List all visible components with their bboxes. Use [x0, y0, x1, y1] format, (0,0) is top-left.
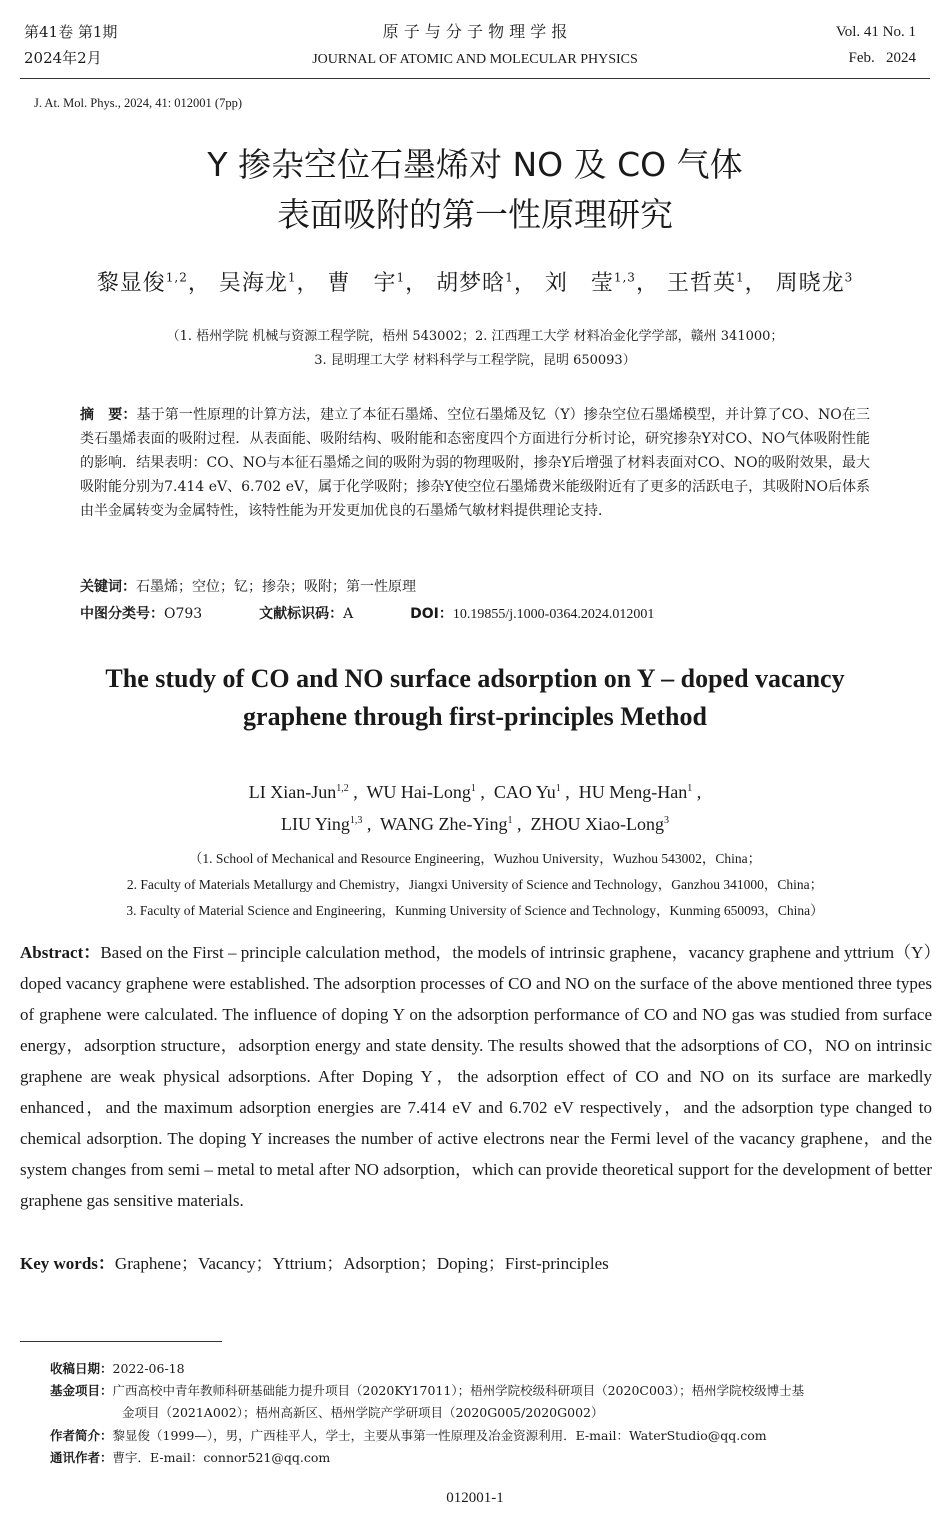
- author-sep: ,: [512, 814, 531, 834]
- clc-label: 中图分类号：: [80, 606, 164, 622]
- author-cn: 王哲英: [666, 271, 736, 296]
- author-en: CAO Yu: [493, 782, 556, 802]
- author-en: ZHOU Xiao-Long: [530, 814, 664, 834]
- abstract-en-label: Abstract：: [20, 943, 101, 962]
- header-volume-en: Vol. 41 No. 1: [835, 24, 916, 40]
- fund-line1: 广西高校中青年教师科研基础能力提升项目（2020KY17011）；梧州学院校级科研项目（2020C003）；梧州学院校级博士基: [112, 1383, 805, 1398]
- author-sup: 1: [555, 783, 561, 794]
- author-cn: 胡梦晗: [436, 271, 506, 296]
- keywords-en-text: Graphene；Vacancy；Yttrium；Adsorption；Doping；First-principles: [114, 1254, 609, 1273]
- author-en: WANG Zhe-Ying: [380, 814, 508, 834]
- classification-row: [80, 602, 870, 627]
- author-en: LI Xian-Jun: [248, 782, 337, 802]
- page-number: 012001-1: [446, 1490, 504, 1506]
- affiliation-cn-line2: 3. 昆明理工大学 材料科学与工程学院，昆明 650093）: [314, 353, 636, 368]
- header-journal-en: JOURNAL OF ATOMIC AND MOLECULAR PHYSICS: [312, 52, 638, 67]
- author-sep: ,: [348, 782, 367, 802]
- author-sup: 1: [735, 270, 745, 285]
- header-date-cn: 2024年2月: [24, 49, 102, 67]
- abstract-cn: [80, 403, 870, 523]
- author-cn: 黎显俊: [96, 271, 166, 296]
- doc-code-value: A: [343, 606, 354, 622]
- header-journal-cn: 原 子 与 分 子 物 理 学 报: [382, 22, 568, 41]
- keywords-cn-label: 关键词：: [80, 579, 136, 595]
- author-bio-value: 黎显俊（1999—），男，广西桂平人，学士，主要从事第一性原理及冶金资源利用．E-mail：WaterStudio@qq.com: [112, 1428, 767, 1443]
- corresponding-label: 通讯作者：: [50, 1450, 113, 1465]
- title-cn-line1: Y 掺杂空位石墨烯对 NO 及 CO 气体: [207, 145, 743, 184]
- authors-en-line1: [0, 774, 950, 807]
- title-cn-line2: 表面吸附的第一性原理研究: [277, 195, 673, 234]
- author-cn: 周晓龙: [775, 271, 845, 296]
- author-cn: 刘 莹: [544, 271, 614, 296]
- author-cn: 吴海龙: [218, 271, 288, 296]
- footnote-received: [50, 1358, 935, 1379]
- author-sep: ,: [475, 782, 494, 802]
- author-en: WU Hai-Long: [366, 782, 471, 802]
- author-bio-label: 作者简介：: [50, 1428, 113, 1443]
- author-en: HU Meng-Han: [578, 782, 688, 802]
- fund-line2: 金项目（2021A002）；梧州高新区、梧州学院产学研项目（2020G005/2020G002）: [122, 1405, 604, 1420]
- author-sup: 1: [505, 270, 514, 285]
- received-label: 收稿日期：: [50, 1361, 113, 1376]
- author-sup: 1: [687, 783, 693, 794]
- author-sep: ,: [692, 782, 702, 802]
- keywords-cn-text: 石墨烯；空位；钇；掺杂；吸附；第一性原理: [136, 579, 416, 595]
- affiliation-en-line2: 2. Faculty of Materials Metallurgy and Chemistry，Jiangxi University of Science and Technology，Ganzhou 341000，China；: [126, 877, 824, 892]
- footnote-author: [50, 1425, 935, 1446]
- fund-label: 基金项目：: [50, 1383, 113, 1398]
- keywords-en: [20, 1248, 932, 1279]
- received-value: 2022-06-18: [112, 1361, 185, 1376]
- author-sup: 1: [507, 815, 513, 826]
- authors-cn: 黎显俊$^{1,2}$， 吴海龙$^1$， 曹 宇$^1$， 胡梦晗$^1$， 刘 莹$^{1,3}$， 王哲英$^1$， 周晓龙$^3$: [96, 270, 854, 296]
- header-date-en: Feb. 2024: [848, 50, 916, 66]
- author-cn: 曹 宇: [327, 271, 397, 296]
- keywords-en-label: Key words：: [20, 1254, 115, 1273]
- author-sep: ,: [362, 814, 381, 834]
- author-sup: 1: [470, 783, 476, 794]
- doc-code-label: 文献标识码：: [259, 606, 344, 622]
- footnote-rule: [20, 1341, 222, 1342]
- header-rule: [20, 78, 930, 79]
- authors-en-line2: [0, 806, 950, 839]
- author-sup: 1,3: [613, 270, 636, 285]
- keywords-cn: [80, 575, 870, 599]
- affiliation-cn-line1: （1. 梧州学院 机械与资源工程学院，梧州 543002；2. 江西理工大学 材料冶金化学学部，赣州 341000；: [166, 329, 784, 344]
- title-en-line1: The study of CO and NO surface adsorption on Y – doped vacancy: [105, 664, 845, 693]
- citation: J. At. Mol. Phys., 2024, 41: 012001 (7pp): [34, 96, 243, 110]
- author-sup: 1: [287, 270, 297, 285]
- author-sup: 3: [844, 270, 854, 285]
- author-sup: 1,2: [336, 783, 349, 794]
- affiliation-en-line1: （1. School of Mechanical and Resource Engineering，Wuzhou University，Wuzhou 543002，China；: [188, 851, 762, 866]
- doi-label: DOI：: [410, 606, 453, 622]
- author-en: LIU Ying: [281, 814, 350, 834]
- footnote-fund: [50, 1380, 935, 1401]
- abstract-cn-label: 摘 要：: [80, 407, 137, 423]
- author-sup: 1,2: [165, 270, 188, 285]
- abstract-en-text: Based on the First – principle calculation method，the models of intrinsic graphene，vacancy graphene and yttrium（Y）doped vacancy graphene were established. The adsorption processes of CO and NO on the surface of the above mentioned three types of graphene were calculated. The influence of doping Y on the adsorption performance of CO and NO gas was studied from surface energy，adsorption structure，adsorption energy and state density. The results showed that the adsorptions of CO，NO on intrinsic graphene are weak physical adsorptions. After Doping Y，the adsorption effect of CO and NO on its surface are markedly enhanced，and the maximum adsorption energies are 7.414 eV and 6.702 eV respectively，and the adsorption type changed to chemical adsorption. The doping Y increases the number of active electrons near the Fermi level of the vacancy graphene，and the system changes from semi – metal to metal after NO adsorption，which can provide theoretical support for the development of better graphene gas sensitive materials.: [20, 943, 932, 1210]
- author-sep: ,: [560, 782, 579, 802]
- footnote-fund-cont: [50, 1402, 935, 1423]
- doi-value: 10.19855/j.1000-0364.2024.012001: [452, 607, 655, 622]
- clc-value: O793: [164, 606, 203, 622]
- corresponding-value: 曹宇．E-mail：connor521@qq.com: [112, 1450, 331, 1465]
- affiliation-en-line3: 3. Faculty of Material Science and Engineering，Kunming University of Science and Technology，Kunming 650093，China）: [126, 903, 824, 918]
- title-en-line2: graphene through first-principles Method: [243, 702, 707, 731]
- header-volume-cn: 第41卷 第1期: [24, 23, 118, 41]
- abstract-cn-text: 基于第一性原理的计算方法，建立了本征石墨烯、空位石墨烯及钇（Y）掺杂空位石墨烯模型，并计算了CO、NO在三类石墨烯表面的吸附过程．从表面能、吸附结构、吸附能和态密度四个方面进行分析讨论，研究掺杂Y对CO、NO气体吸附性能的影响．结果表明：CO、NO与本征石墨烯之间的吸附为弱的物理吸附，掺杂Y后增强了材料表面对CO、NO的吸附效果，最大吸附能分别为7.414 eV、6.702 eV，属于化学吸附；掺杂Y使空位石墨烯费米能级附近有了更多的活跃电子，其吸附NO后体系由半金属转变为金属特性，该特性能为开发更加优良的石墨烯气敏材料提供理论支持．: [80, 407, 871, 519]
- author-sup: 1,3: [349, 815, 363, 826]
- author-sup: 1: [396, 270, 406, 285]
- abstract-en: [20, 937, 932, 1216]
- footnote-correspondence: [50, 1447, 935, 1468]
- author-sup: 3: [663, 815, 669, 826]
